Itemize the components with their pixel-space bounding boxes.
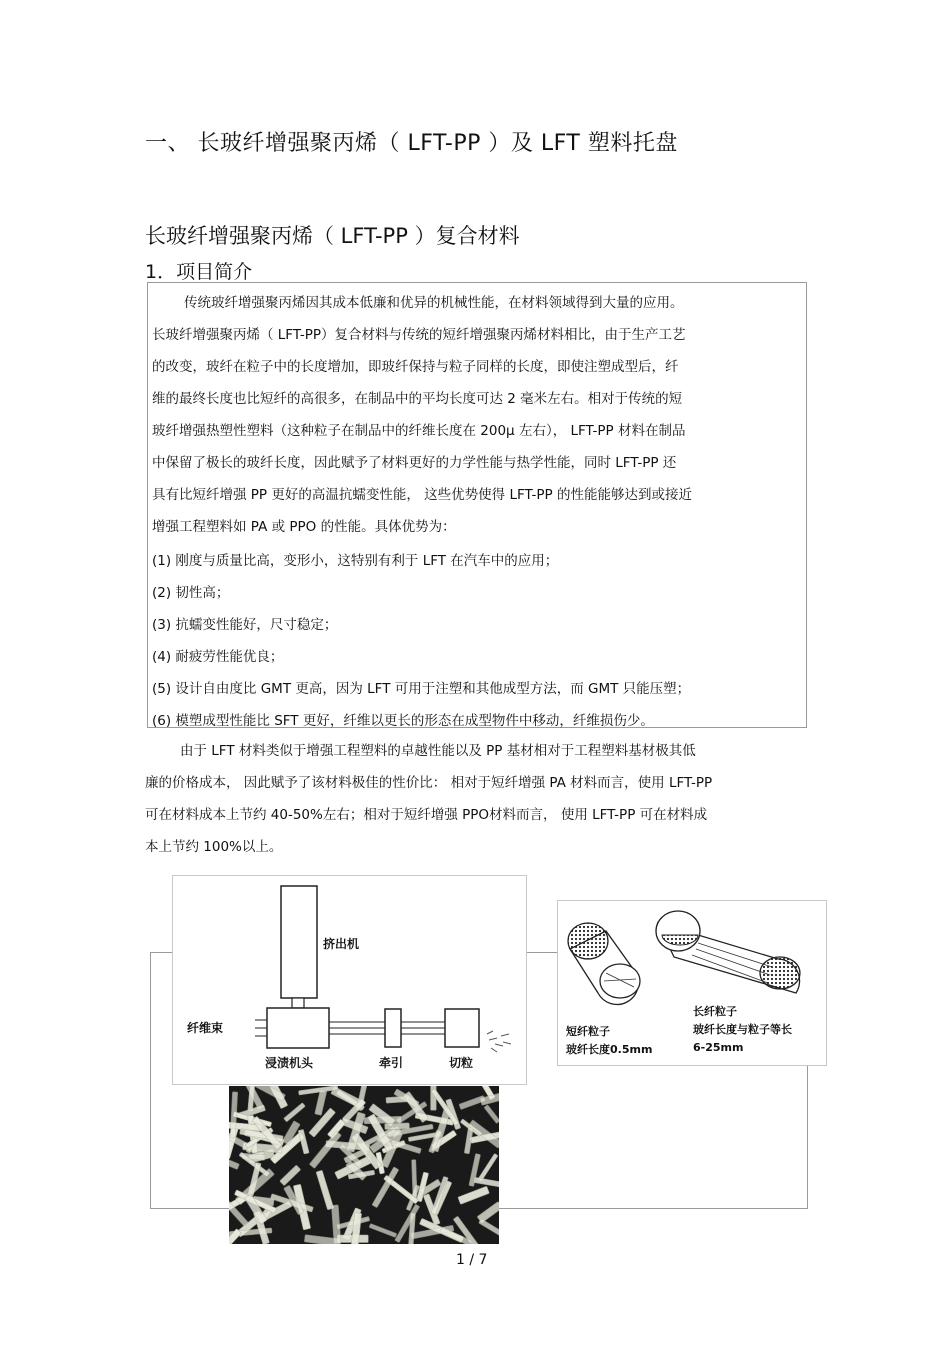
pellet-rod <box>316 1170 334 1210</box>
page-number: 1 / 7 <box>456 1252 488 1268</box>
body-paragraph-line: 可在材料成本上节约 40-50%左右；相对于短纤增强 PPO材料而言， 使用 LFT-PP 可在材料成 <box>145 807 708 823</box>
advantage-item: (5) 设计自由度比 GMT 更高，因为 LFT 可用于注塑和其他成型方法，而 GMT 只能压塑； <box>152 681 691 697</box>
fiber-bundle-label: 纤维束 <box>187 1021 224 1035</box>
pellet-rod <box>479 1219 499 1236</box>
intro-line: 的改变，玻纤在粒子中的长度增加，即玻纤保持与粒子同样的长度，即使注塑成型后，纤 <box>152 359 679 375</box>
advantage-item: (3) 抗蠕变性能好，尺寸稳定； <box>152 617 338 633</box>
intro-line: 维的最终长度也比短纤的高很多，在制品中的平均长度可达 2 毫米左右。相对于传统的短 <box>152 391 683 407</box>
short-pellet-desc: 玻纤长度0.5mm <box>566 1043 653 1056</box>
intro-line: 具有比短纤增强 PP 更好的高温抗蠕变性能， 这些优势使得 LFT-PP 的性能能够达到或接近 <box>152 487 692 503</box>
pelletizer-shape <box>445 1009 479 1047</box>
pellet-rod <box>484 1105 499 1124</box>
traction-label: 牵引 <box>379 1056 404 1070</box>
pellet-rod <box>298 1129 309 1154</box>
pellet-rod <box>478 1153 498 1180</box>
pellet-rod <box>474 1177 499 1187</box>
pellet-photo-svg <box>229 1086 499 1244</box>
advantage-item: (2) 韧性高； <box>152 585 230 601</box>
advantage-item: (1) 刚度与质量比高，变形小，这特别有利于 LFT 在汽车中的应用； <box>152 553 559 569</box>
pellet-comparison-diagram <box>557 900 827 1066</box>
intro-line: 增强工程塑料如 PA 或 PPO 的性能。具体优势为： <box>152 519 456 535</box>
traction-shape <box>385 1009 401 1047</box>
pellet-rod <box>369 1224 397 1238</box>
body-paragraph-line: 由于 LFT 材料类似于增强工程塑料的卓越性能以及 PP 基材相对于工程塑料基材极其低 <box>180 743 696 759</box>
intro-box <box>147 282 807 728</box>
pellet-rod <box>315 1090 327 1115</box>
intro-line: 传统玻纤增强聚丙烯因其成本低廉和优异的机械性能，在材料领域得到大量的应用。 <box>184 295 684 311</box>
advantage-item: (4) 耐疲劳性能优良； <box>152 649 284 665</box>
pelletizing-label: 切粒 <box>449 1056 474 1070</box>
section-heading: 长玻纤增强聚丙烯（ LFT-PP ）复合材料 <box>145 224 520 248</box>
body-paragraph-line: 本上节约 100%以上。 <box>145 839 283 855</box>
extruder-label: 挤出机 <box>323 937 360 951</box>
short-pellet-shape <box>568 923 640 1004</box>
long-pellet-title: 长纤粒子 <box>693 1005 737 1018</box>
main-heading: 一、 长玻纤增强聚丙烯（ LFT-PP ）及 LFT 塑料托盘 <box>145 131 678 156</box>
advantage-item: (6) 模塑成型性能比 SFT 更好，纤维以更长的形态在成型物件中移动，纤维损伤少。 <box>152 713 654 729</box>
short-pellet-title: 短纤粒子 <box>566 1025 610 1038</box>
intro-line: 中保留了极长的玻纤长度，因此赋予了材料更好的力学性能与热学性能，同时 LFT-PP 还 <box>152 455 677 471</box>
pellet-scatter <box>487 1031 511 1052</box>
pellet-rod <box>229 1157 239 1170</box>
pellet-photo <box>229 1086 499 1244</box>
pellet-rod <box>280 1165 301 1186</box>
pellet-comparison-svg <box>558 901 826 1065</box>
intro-line: 玻纤增强热塑性塑料（这种粒子在制品中的纤维长度在 200μ 左右）， LFT-PP 材料在制品 <box>152 423 686 439</box>
extruder-nozzle <box>292 998 304 1008</box>
pellet-rod <box>458 1186 489 1204</box>
extruder-shape <box>281 886 317 998</box>
subsection-heading: 1．项目简介 <box>145 261 253 283</box>
long-pellet-shape <box>656 911 800 993</box>
process-diagram <box>172 875 527 1085</box>
impregnation-head-shape <box>267 1008 329 1048</box>
process-diagram-svg <box>173 876 526 1084</box>
long-pellet-desc: 玻纤长度与粒子等长 <box>693 1023 792 1036</box>
intro-line: 长玻纤增强聚丙烯（ LFT-PP）复合材料与传统的短纤增强聚丙烯材料相比，由于生产工艺 <box>152 327 686 343</box>
impregnation-head-label: 浸渍机头 <box>265 1056 314 1070</box>
long-pellet-range: 6-25mm <box>693 1041 744 1054</box>
body-paragraph-line: 廉的价格成本， 因此赋予了该材料极佳的性价比： 相对于短纤增强 PA 材料而言，使用 LFT-PP <box>145 775 713 791</box>
pellet-rod <box>385 1123 410 1130</box>
